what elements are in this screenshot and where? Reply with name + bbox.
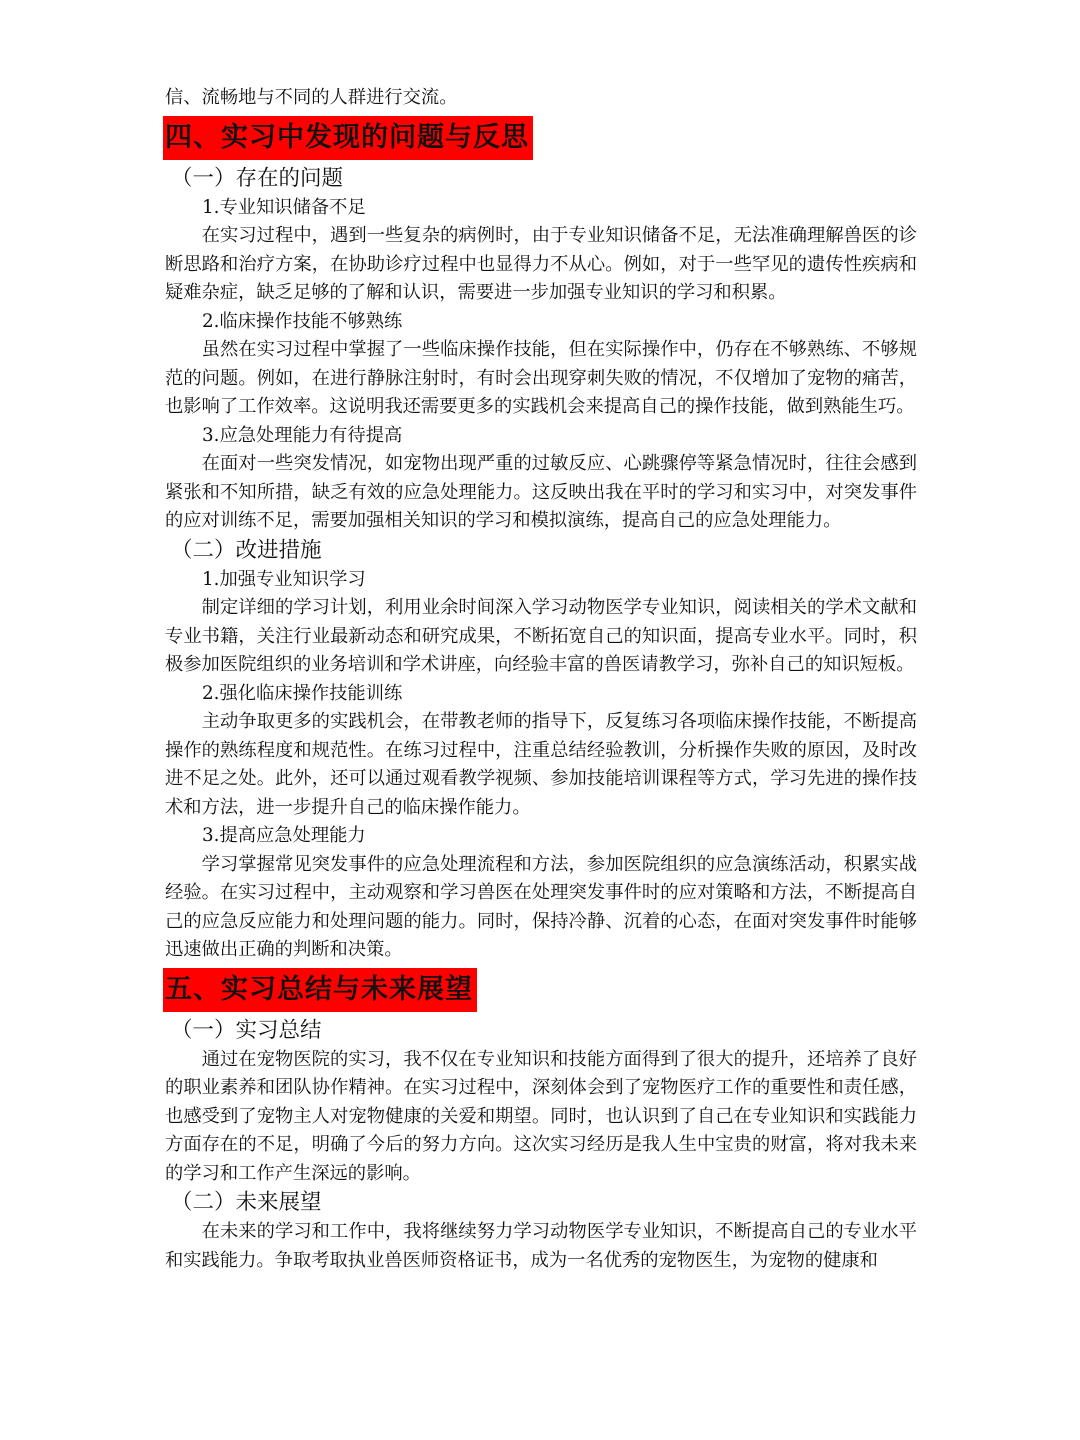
outlook-text: 在未来的学习和工作中，我将继续努力学习动物医学专业知识，不断提高自己的专业水平和实践能力。争取考取执业兽医师资格证书，成为一名优秀的宠物医生，为宠物的健康和 xyxy=(165,1221,917,1271)
summary-text: 通过在宠物医院的实习，我不仅在专业知识和技能方面得到了很大的提升，还培养了良好的职业素养和团队协作精神。在实习过程中，深刻体会到了宠物医疗工作的重要性和责任感，也感受到了宠物主人对宠物健康的关爱和期望。同时，也认识到了自己在专业知识和实践能力方面存在的不足，明确了今后的努力方向。这次实习经历是我人生中宝贵的财富，将对我未来的学习和工作产生深远的影响。 xyxy=(165,1048,917,1184)
measure-2-title: 2.强化临床操作技能训练 xyxy=(202,682,403,704)
measure-3-text: 学习掌握常见突发事件的应急处理流程和方法，参加医院组织的应急演练活动，积累实战经验。在实习过程中，主动观察和学习兽医在处理突发事件时的应对策略和方法，不断提高自己的应急反应能力和处理问题的能力。同时，保持冷静、沉着的心态，在面对突发事件时能够迅速做出正确的判断和决策。 xyxy=(165,853,917,960)
measures-heading: （二）改进措施 xyxy=(171,537,322,563)
problem-2-title: 2.临床操作技能不够熟练 xyxy=(202,310,403,332)
measure-2-text: 主动争取更多的实践机会，在带教老师的指导下，反复练习各项临床操作技能，不断提高操作的熟练程度和规范性。在练习过程中，注重总结经验教训，分析操作失败的原因，及时改进不足之处。此外，还可以通过观看教学视频、参加技能培训课程等方式，学习先进的操作技术和方法，进一步提升自己的临床操作能力。 xyxy=(165,711,917,818)
problem-2-text: 虽然在实习过程中掌握了一些临床操作技能，但在实际操作中，仍存在不够熟练、不够规范的问题。例如，在进行静脉注射时，有时会出现穿刺失败的情况，不仅增加了宠物的痛苦，也影响了工作效率。这说明我还需要更多的实践机会来提高自己的操作技能，做到熟能生巧。 xyxy=(165,339,917,417)
problem-3-text: 在面对一些突发情况，如宠物出现严重的过敏反应、心跳骤停等紧急情况时，往往会感到紧张和不知所措，缺乏有效的应急处理能力。这反映出我在平时的学习和实习中，对突发事件的应对训练不足，需要加强相关知识的学习和模拟演练，提高自己的应急处理能力。 xyxy=(165,453,917,531)
section-5-heading: 五、实习总结与未来展望 xyxy=(163,968,477,1012)
intro-tail-paragraph: 信、流畅地与不同的人群进行交流。 xyxy=(165,87,458,108)
problems-heading: （一）存在的问题 xyxy=(171,165,344,191)
summary-heading: （一）实习总结 xyxy=(171,1017,322,1043)
problem-1-title: 1.专业知识储备不足 xyxy=(202,196,366,218)
problem-1-text: 在实习过程中，遇到一些复杂的病例时，由于专业知识储备不足，无法准确理解兽医的诊断思路和治疗方案，在协助诊疗过程中也显得力不从心。例如，对于一些罕见的遗传性疾病和疑难杂症，缺乏足够的了解和认识，需要进一步加强专业知识的学习和积累。 xyxy=(165,225,917,303)
section-4-heading: 四、实习中发现的问题与反思 xyxy=(163,116,533,160)
measure-1-text: 制定详细的学习计划，利用业余时间深入学习动物医学专业知识，阅读相关的学术文献和专业书籍，关注行业最新动态和研究成果，不断拓宽自己的知识面，提高专业水平。同时，积极参加医院组织的业务培训和学术讲座，向经验丰富的兽医请教学习，弥补自己的知识短板。 xyxy=(165,597,917,675)
measure-1-title: 1.加强专业知识学习 xyxy=(202,568,366,590)
measure-3-title: 3.提高应急处理能力 xyxy=(202,825,366,846)
document-body xyxy=(165,84,917,1275)
problem-3-title: 3.应急处理能力有待提高 xyxy=(202,424,403,446)
outlook-heading: （二）未来展望 xyxy=(171,1190,322,1215)
